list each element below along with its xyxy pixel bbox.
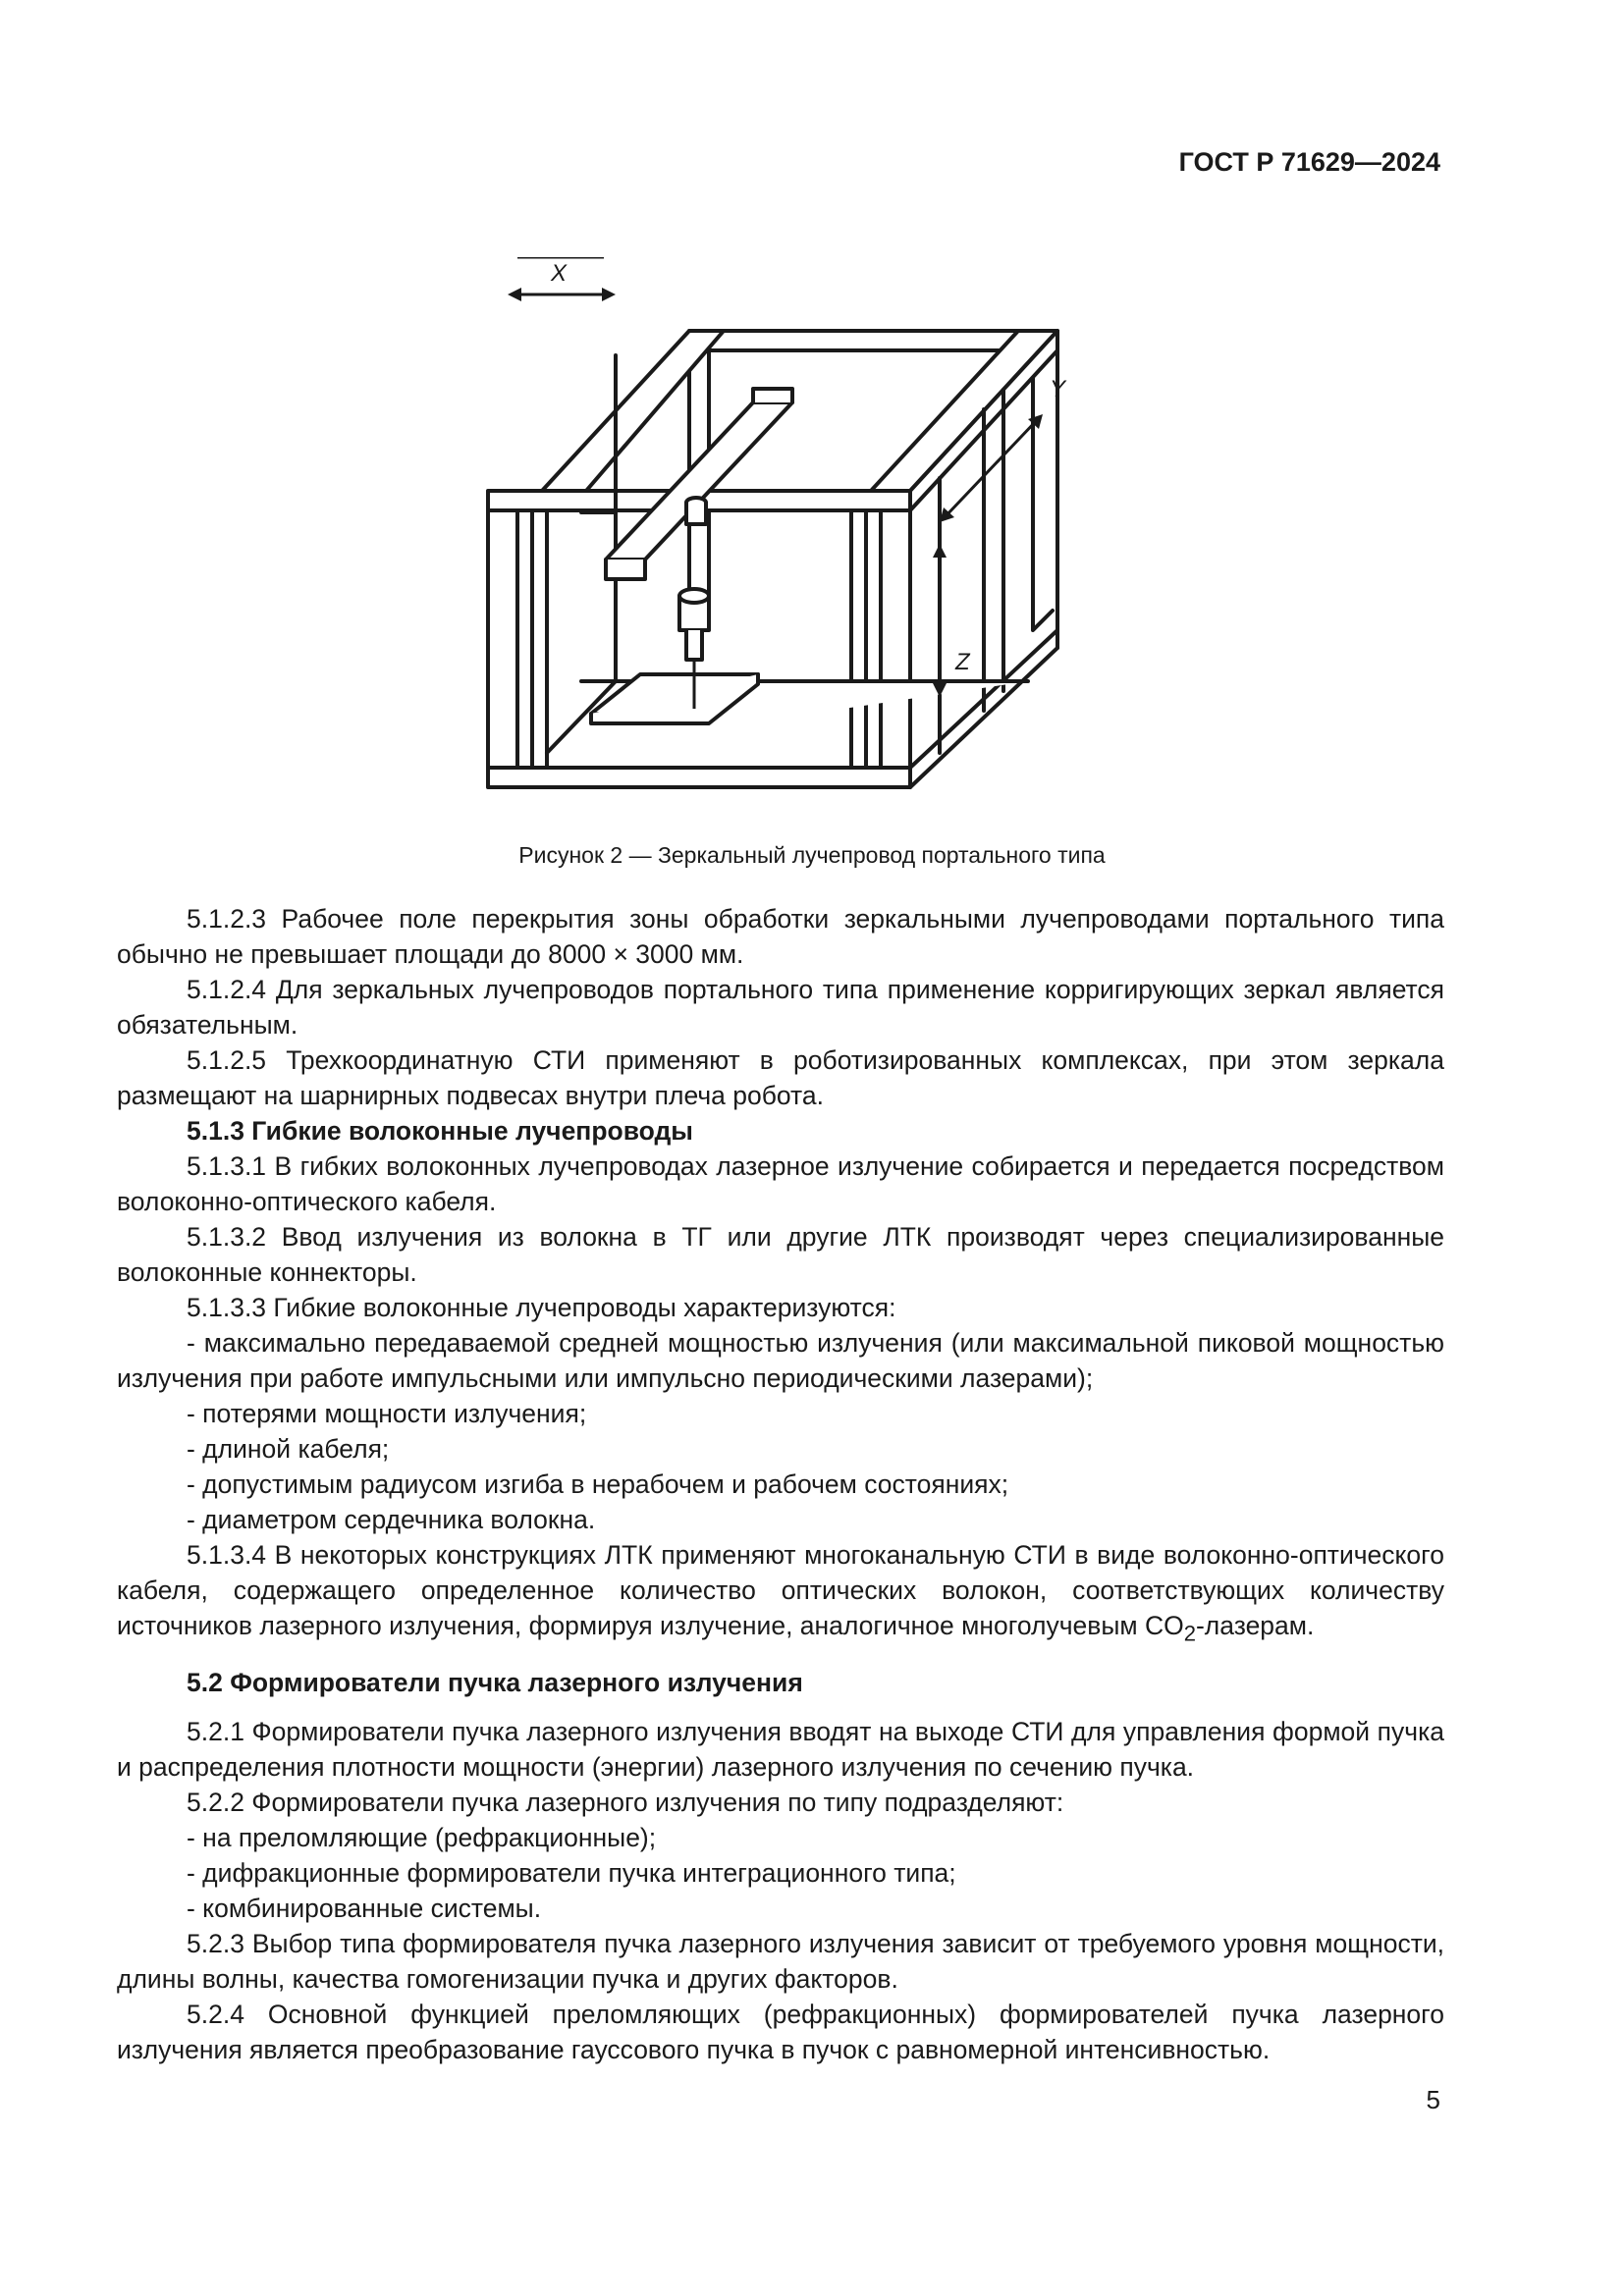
paragraph-5-1-3-2: 5.1.3.2 Ввод излучения из волокна в ТГ или другие ЛТК производят через специализированные волоконные коннекторы. bbox=[117, 1222, 1444, 1287]
list-item: - длиной кабеля; bbox=[187, 1434, 390, 1464]
front-right-post-inner bbox=[851, 510, 866, 768]
paragraph-5-2-3: 5.2.3 Выбор типа формирователя пучка лазерного излучения зависит от требуемого уровня мощности, длины волны, качества гомогенизации пучка и других факторов. bbox=[117, 1929, 1444, 1995]
right-rail bbox=[871, 331, 1057, 491]
list-item: - потерями мощности излучения; bbox=[187, 1399, 587, 1428]
list-item: - максимально передаваемой средней мощностью излучения (или максимальной пиковой мощностью излучения при работе импульсными или импульсно периодическими лазерами); bbox=[117, 1328, 1444, 1393]
z-axis-arrowhead-top bbox=[933, 544, 947, 558]
gantry-x-beam-end bbox=[606, 560, 645, 579]
front-left-post bbox=[488, 510, 517, 768]
x-axis-arrowhead-right bbox=[602, 288, 616, 301]
nozzle bbox=[686, 630, 702, 660]
paragraph-5-1-2-4: 5.1.2.4 Для зеркальных лучепроводов портального типа применение корригирующих зеркал является обязательным. bbox=[117, 975, 1444, 1040]
x-axis-arrowhead-left bbox=[508, 288, 521, 301]
x-axis-label: X bbox=[550, 260, 568, 287]
gantry-beam-guide-diagram bbox=[478, 257, 1067, 807]
z-axis-label: Z bbox=[955, 649, 970, 675]
co2-subscript: 2 bbox=[1183, 1621, 1196, 1646]
document-header-id: ГОСТ Р 71629—2024 bbox=[1178, 147, 1440, 177]
paragraph-5-1-3-1: 5.1.3.1 В гибких волоконных лучепроводах лазерное излучение собирается и передается посредством волоконно-оптического кабеля. bbox=[117, 1151, 1444, 1216]
focusing-head-top bbox=[679, 589, 709, 603]
paragraph-5-2-1: 5.2.1 Формирователи пучка лазерного излучения вводят на выходе СТИ для управления формой пучка и распределения плотности мощности (энергии) лазерного излучения по сечению пучка. bbox=[117, 1717, 1444, 1783]
list-item: - диаметром сердечника волокна. bbox=[187, 1505, 596, 1534]
heading-5-2: 5.2 Формирователи пучка лазерного излучения bbox=[187, 1668, 803, 1698]
back-frame bbox=[689, 331, 1053, 350]
gantry-x-beam-top-end bbox=[753, 389, 792, 402]
front-bottom-beam bbox=[488, 768, 910, 787]
inner-left-post bbox=[581, 512, 616, 681]
front-left-post-inner bbox=[532, 510, 547, 768]
paragraph-5-1-2-5: 5.1.2.5 Трехкоординатную СТИ применяют в роботизированных комплексах, при этом зеркала размещают на шарнирных подвесах внутри плеча робота. bbox=[117, 1045, 1444, 1110]
paragraph-5-2-2: 5.2.2 Формирователи пучка лазерного излучения по типу подразделяют: bbox=[187, 1788, 1064, 1818]
paragraph-5-1-3-4-tail: -лазерам. bbox=[1195, 1611, 1315, 1640]
paragraph-5-2-4: 5.2.4 Основной функцией преломляющих (рефракционных) формирователей пучка лазерного излучения является преобразование гауссового пучка в пучок с равномерной интенсивностью. bbox=[117, 2000, 1444, 2065]
heading-5-1-3: 5.1.3 Гибкие волоконные лучепроводы bbox=[187, 1116, 693, 1146]
figure-caption: Рисунок 2 — Зеркальный лучепровод портального типа bbox=[518, 842, 1106, 868]
paragraph-5-1-3-4-text: 5.1.3.4 В некоторых конструкциях ЛТК применяют многоканальную СТИ в виде волоконно-оптического кабеля, содержащего определенное количество оптических волокон, соответствующих количеству источников лазерного излучения, формируя излучение, аналогичное многолучевым CO bbox=[117, 1540, 1444, 1640]
list-item: - допустимым радиусом изгиба в нерабочем и рабочем состояниях; bbox=[187, 1469, 1009, 1499]
document-body bbox=[117, 901, 1444, 2067]
front-right-post bbox=[881, 510, 910, 768]
paragraph-5-1-3-4 bbox=[117, 1537, 1444, 1651]
y-axis-label: Y bbox=[1049, 376, 1065, 402]
paragraph-5-1-3-3: 5.1.3.3 Гибкие волоконные лучепроводы характеризуются: bbox=[187, 1293, 896, 1322]
list-item: - комбинированные системы. bbox=[187, 1894, 542, 1924]
page-number: 5 bbox=[1426, 2085, 1440, 2114]
list-item: - дифракционные формирователи пучка интеграционного типа; bbox=[187, 1858, 956, 1889]
paragraph-5-1-2-3: 5.1.2.3 Рабочее поле перекрытия зоны обработки зеркальными лучепроводами портального типа обычно не превышает площади до 8000 × 3000 мм. bbox=[117, 904, 1444, 969]
list-item: - на преломляющие (рефракционные); bbox=[187, 1823, 657, 1853]
mirror-head-body bbox=[686, 503, 706, 524]
